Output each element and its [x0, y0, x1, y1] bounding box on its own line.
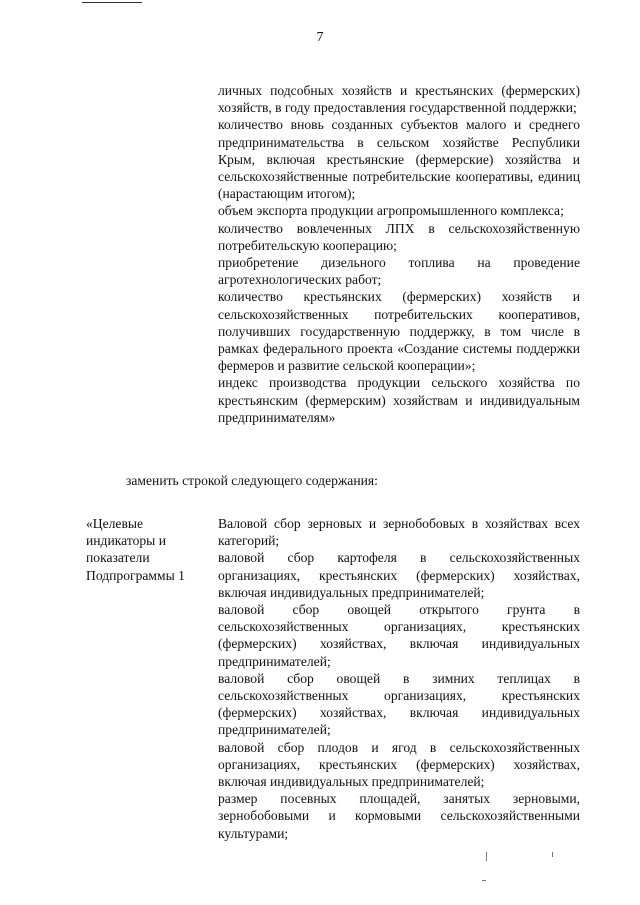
- new-indicators-list: [218, 515, 580, 842]
- old-indicators-list: [218, 82, 580, 426]
- list-item: объем экспорта продукции агропромышленного комплекса;: [218, 203, 564, 219]
- list-item: валовой сбор плодов и ягод в сельскохозяйственных организациях, крестьянских (фермерских) хозяйствах, включая индивидуальных предпринимателей;: [218, 739, 580, 790]
- section-label-line: показатели: [86, 550, 150, 566]
- list-item: количество вновь созданных субъектов малого и среднего предпринимательства в сельском хозяйстве Республики Крым, включая крестьянские (фермерские) хозяйства и сельскохозяйственные потребительские кооперативы, единиц (нарастающим итогом);: [218, 117, 580, 202]
- list-item: индекс производства продукции сельского хозяйства по крестьянским (фермерским) хозяйствам и индивидуальным предпринимателям»: [218, 375, 580, 425]
- list-item: Валовой сбор зерновых и зернобобовых в хозяйствах всех категорий;: [218, 516, 580, 549]
- scan-mark: [486, 852, 487, 861]
- section-label-line: индикаторы и: [86, 533, 166, 549]
- scan-mark: [552, 852, 553, 857]
- list-item: валовой сбор овощей в зимних теплицах в сельскохозяйственных организациях, крестьянских (фермерских) хозяйствах, включая индивидуальных предпринимателей;: [218, 670, 580, 738]
- section-label-line: Подпрограммы 1: [86, 567, 185, 583]
- list-item: количество крестьянских (фермерских) хозяйств и сельскохозяйственных потребительских кооперативов, получивших государственную поддержку, в том числе в рамках федерального проекта «Создание системы поддержки фермеров и развитие сельской кооперации»;: [218, 289, 580, 374]
- replace-instruction: заменить строкой следующего содержания:: [126, 473, 378, 488]
- list-item: валовой сбор овощей открытого грунта в сельскохозяйственных организациях, крестьянских (фермерских) хозяйствах, включая индивидуальных предпринимателей;: [218, 602, 580, 669]
- scan-mark: [482, 880, 486, 881]
- page-number: 7: [316, 30, 324, 45]
- list-item: количество вовлеченных ЛПХ в сельскохозяйственную потребительскую кооперацию;: [218, 220, 580, 253]
- list-item: приобретение дизельного топлива на проведение агротехнологических работ;: [218, 255, 580, 288]
- section-label: [86, 515, 210, 584]
- section-label-line: «Целевые: [86, 516, 144, 531]
- list-item: валовой сбор картофеля в сельскохозяйственных организациях, крестьянских (фермерских) хозяйствах, включая индивидуальных предпринимателей;: [218, 550, 580, 600]
- list-item: размер посевных площадей, занятых зерновыми, зернобобовыми и кормовыми сельскохозяйственными культурами;: [218, 791, 580, 841]
- list-item: личных подсобных хозяйств и крестьянских (фермерских) хозяйств, в году предоставления государственной поддержки;: [218, 83, 580, 116]
- top-rule: [82, 2, 142, 3]
